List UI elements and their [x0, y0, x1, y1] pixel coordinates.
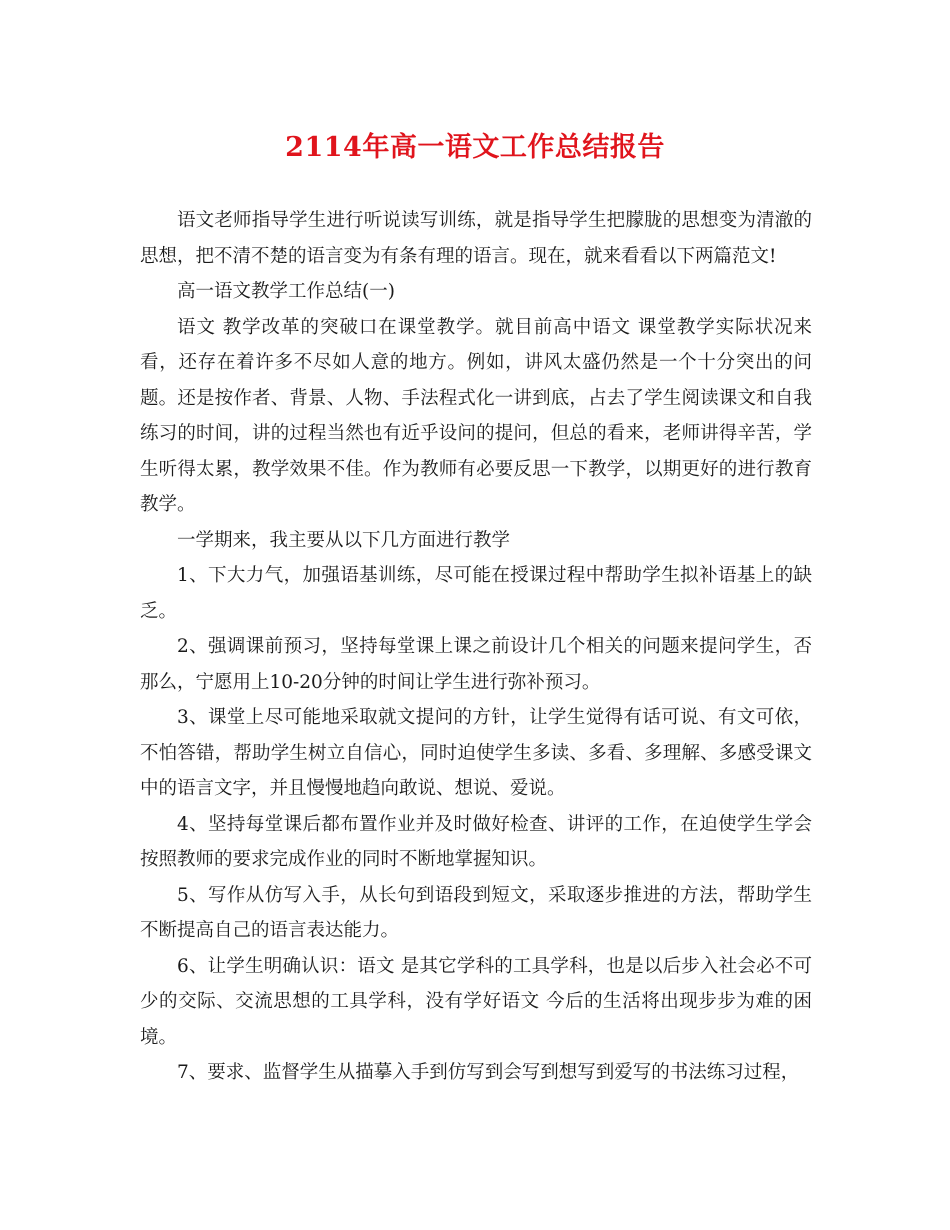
list-item-7: 7、要求、监督学生从描摹入手到仿写到会写到想写到爱写的书法练习过程， [177, 1062, 800, 1083]
list-item-1: 1、下大力气，加强语基训练，尽可能在授课过程中帮助学生拟补语基上的缺乏。 [140, 565, 812, 622]
list-item-3: 3、课堂上尽可能地采取就文提问的方针，让学生觉得有话可说、有文可依，不怕答错，帮助学生树立自信心，同时迫使学生多读、多看、多理解、多感受课文中的语言文字，并且慢慢地趋向敢说、想说、爱说。 [140, 707, 812, 799]
list-item-4: 4、坚持每堂课后都布置作业并及时做好检查、讲评的工作，在迫使学生学会按照教师的要求完成作业的同时不断地掌握知识。 [140, 813, 812, 870]
paragraph-reform: 语文 教学改革的突破口在课堂教学。就目前高中语文 课堂教学实际状况来看，还存在着许多不尽如人意的地方。例如，讲风太盛仍然是一个十分突出的问题。还是按作者、背景、人物、手法程式化一讲到底，占去了学生阅读课文和自我练习的时间，讲的过程当然也有近乎设问的提问，但总的看来，老师讲得辛苦，学生听得太累，教学效果不佳。作为教师有必要反思一下教学，以期更好的进行教育教学。 [140, 316, 812, 515]
paragraph-intro: 语文老师指导学生进行听说读写训练，就是指导学生把朦胧的思想变为清澈的思想，把不清不楚的语言变为有条有理的语言。现在，就来看看以下两篇范文! [140, 210, 812, 267]
list-item-5: 5、写作从仿写入手，从长句到语段到短文，采取逐步推进的方法，帮助学生不断提高自己的语言表达能力。 [140, 884, 812, 941]
list-item-6: 6、让学生明确认识：语文 是其它学科的工具学科，也是以后步入社会必不可少的交际、交流思想的工具学科，没有学好语文 今后的生活将出现步步为难的困境。 [140, 955, 812, 1048]
list-item-2: 2、强调课前预习，坚持每堂课上课之前设计几个相关的问题来提问学生，否那么，宁愿用上10-20分钟的时间让学生进行弥补预习。 [140, 636, 812, 693]
section-heading: 高一语文教学工作总结(一) [177, 281, 395, 302]
document-title: 2114年高一语文工作总结报告 [285, 132, 665, 163]
document-body [140, 203, 812, 1091]
paragraph-lead-in: 一学期来，我主要从以下几方面进行教学 [177, 529, 511, 551]
